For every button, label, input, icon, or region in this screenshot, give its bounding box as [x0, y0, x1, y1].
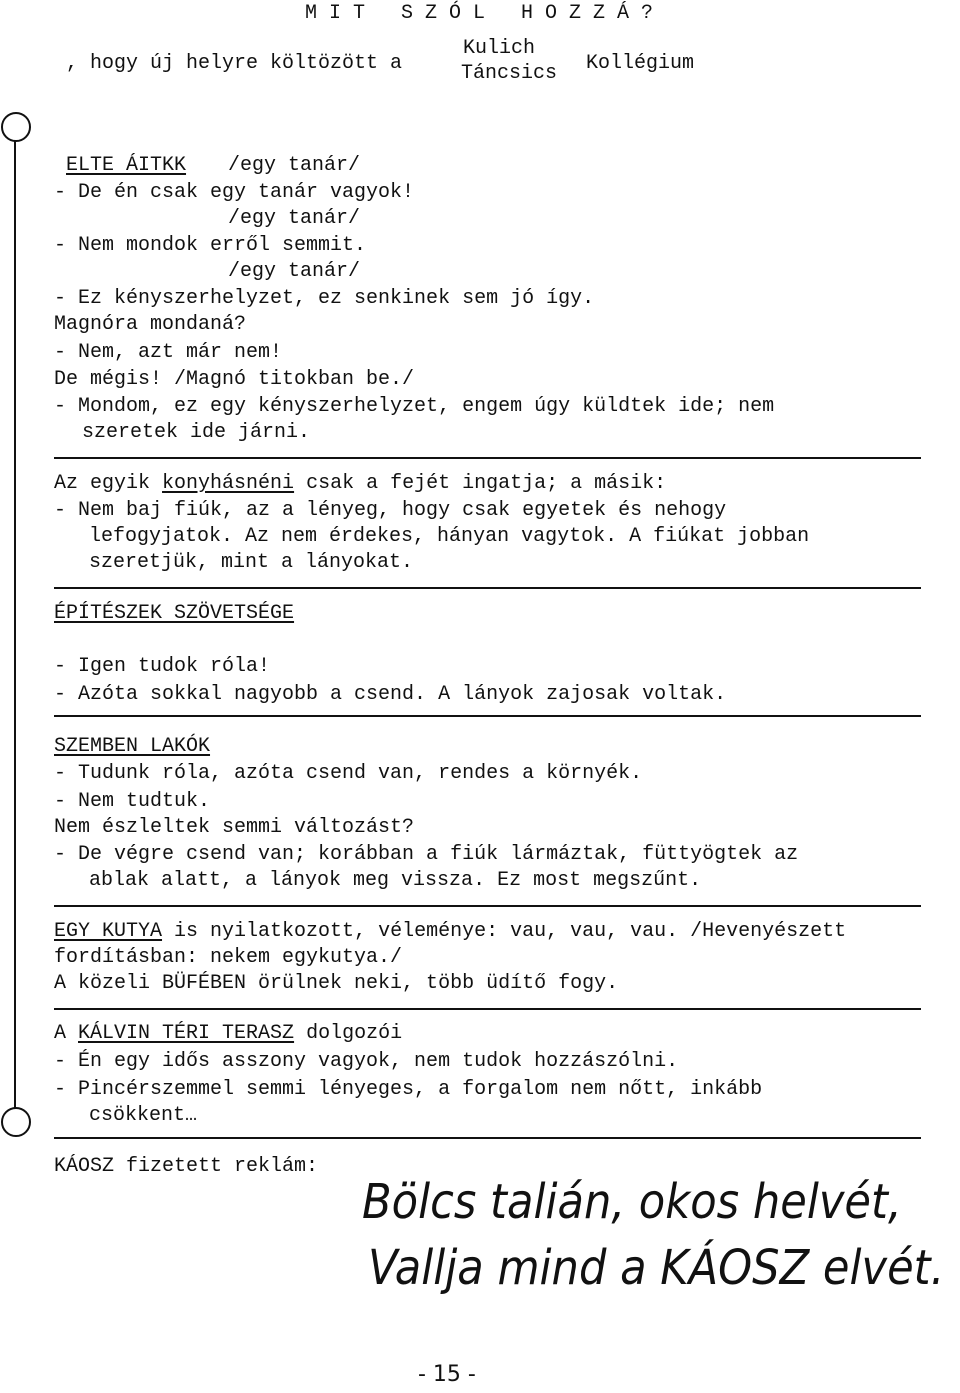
terrace-quote: - Pincérszemmel semmi lényeges, a forgalom nem nőtt, inkább — [54, 1078, 763, 1101]
section-terrace-title: KÁLVIN TÉRI TERASZ — [78, 1022, 295, 1045]
elte-question: Magnóra mondaná? — [54, 313, 247, 336]
ad-label: KÁOSZ fizetett reklám: — [54, 1155, 319, 1178]
section-architects-title: ÉPÍTÉSZEK SZÖVETSÉGE — [54, 602, 295, 625]
section-divider — [54, 457, 921, 459]
residents-quote-cont: ablak alatt, a lányok meg vissza. Ez most megszűnt. — [89, 869, 702, 892]
residents-quote: - Nem tudtuk. — [54, 790, 211, 813]
residents-quote: - Tudunk róla, azóta csend van, rendes a környék. — [54, 762, 643, 785]
section-dog-title: EGY KUTYA — [54, 920, 163, 943]
binder-hole-top — [1, 112, 31, 142]
elte-role: /egy tanár/ — [228, 207, 361, 230]
kitchen-quote-cont: lefogyjatok. Az nem érdekes, hányan vagytok. A fiúkat jobban — [89, 525, 810, 548]
section-residents-title: SZEMBEN LAKÓK — [54, 735, 211, 758]
section-divider — [54, 905, 921, 907]
section-divider — [54, 587, 921, 589]
elte-note: De mégis! /Magnó titokban be./ — [54, 368, 415, 391]
dog-translation: fordításban: nekem egykutya./ — [54, 946, 403, 969]
kitchen-quote: - Nem baj fiúk, az a lényeg, hogy csak egyetek és nehogy — [54, 499, 727, 522]
architects-quote: - Igen tudok róla! — [54, 655, 271, 678]
ad-slogan-line1: Bölcs talián, okos helvét, — [362, 1174, 902, 1230]
architects-quote: - Azóta sokkal nagyobb a csend. A lányok zajosak voltak. — [54, 683, 727, 706]
elte-quote: - Nem mondok erről semmit. — [54, 234, 367, 257]
subtitle-prefix: , hogy új helyre költözött a — [66, 52, 403, 75]
ad-slogan-line2: Vallja mind a KÁOSZ elvét. — [368, 1240, 945, 1296]
elte-role: /egy tanár/ — [228, 260, 361, 283]
kitchen-intro: Az egyik konyhásnéni csak a fejét ingatja; a másik: — [54, 472, 667, 495]
elte-quote: - Ez kényszerhelyzet, ez senkinek sem jó így. — [54, 287, 595, 310]
residents-question: Nem észleltek semmi változást? — [54, 816, 415, 839]
page-title: M I T S Z Ó L H O Z Z Á ? — [305, 2, 654, 25]
elte-quote: - De én csak egy tanár vagyok! — [54, 181, 415, 204]
section-divider — [54, 1008, 921, 1010]
section-divider — [54, 1137, 921, 1139]
section-elte-title: ELTE ÁITKK — [66, 154, 187, 177]
dog-statement: EGY KUTYA is nyilatkozott, véleménye: vau, vau, vau. /Hevenyészett — [54, 920, 847, 943]
kitchen-quote-cont: szeretjük, mint a lányokat. — [89, 551, 414, 574]
elte-final-quote: - Mondom, ez egy kényszerhelyzet, engem úgy küldtek ide; nem — [54, 395, 775, 418]
terrace-quote-cont: csökkent… — [89, 1104, 198, 1127]
school-suffix: Kollégium — [586, 52, 695, 75]
binder-margin-line — [14, 128, 16, 1113]
school-name-line1: Kulich — [463, 37, 536, 60]
buffet-note: A közeli BÜFÉBEN örülnek neki, több üdítő fogy. — [54, 972, 619, 995]
kitchen-subject: konyhásnéni — [162, 472, 295, 495]
elte-final-quote-cont: szeretek ide járni. — [82, 421, 311, 444]
terrace-intro: A KÁLVIN TÉRI TERASZ dolgozói — [54, 1022, 403, 1045]
binder-hole-bottom — [1, 1107, 31, 1137]
elte-answer: - Nem, azt már nem! — [54, 341, 283, 364]
residents-quote: - De végre csend van; korábban a fiúk lármáztak, füttyögtek az — [54, 843, 799, 866]
terrace-quote: - Én egy idős asszony vagyok, nem tudok hozzászólni. — [54, 1050, 679, 1073]
school-name-line2: Táncsics — [461, 62, 558, 85]
section-divider — [54, 715, 921, 717]
page-number: - 15 - — [418, 1362, 476, 1387]
elte-role: /egy tanár/ — [228, 154, 361, 177]
